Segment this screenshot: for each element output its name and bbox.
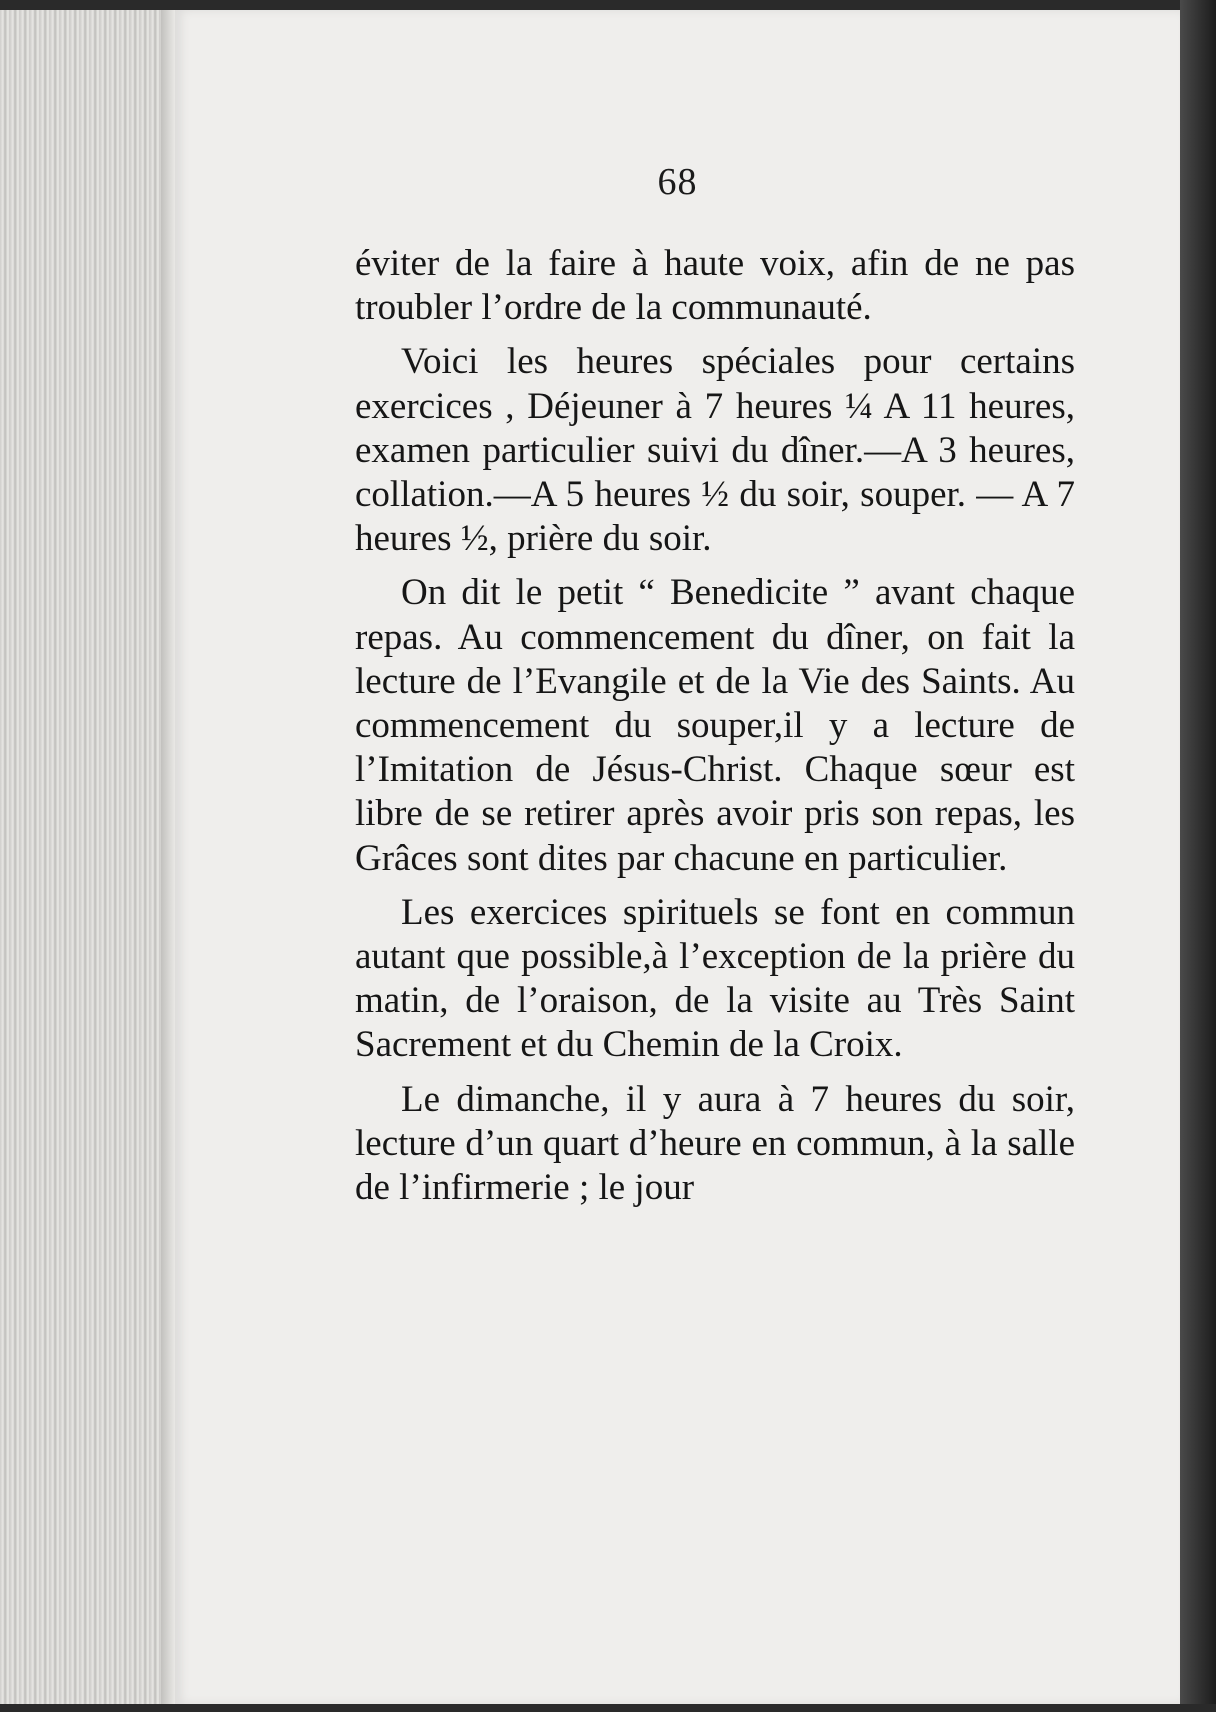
- paragraph-1: éviter de la faire à haute voix, afin de ne pas troubler l’ordre de la communauté.: [355, 243, 1075, 329]
- book-page: [175, 10, 1180, 1704]
- paragraph-2: Voici les heures spéciales pour certains exercices , Déjeuner à 7 heures ¼ A 11 heures, examen particulier suivi du dîner.—A 3 heures, collation.—A 5 heures ½ du soir, souper. — A 7 heures ½, prière du soir.: [355, 341, 1075, 560]
- paragraph-3: On dit le petit “ Benedicite ” avant chaque repas. Au commencement du dîner, on fait la lecture de l’Evangile et de la Vie des Saints. Au commencement du souper,il y a lecture de l’Imitation de Jésus-Christ. Chaque sœur est libre de se retirer après avoir pris son repas, les Grâces sont dites par chacune en particulier.: [355, 572, 1075, 879]
- page-number: 68: [657, 161, 698, 203]
- scan-border-top: [0, 0, 1216, 10]
- body-text: [355, 242, 1075, 1220]
- book-page-edges: [0, 10, 175, 1704]
- scan-border-bottom: [0, 1704, 1216, 1712]
- paragraph-5: Le dimanche, il y aura à 7 heures du soir, lecture d’un quart d’heure en commun, à la salle de l’infirmerie ; le jour: [355, 1078, 1075, 1209]
- scan-border-right: [1180, 0, 1216, 1712]
- paragraph-4: Les exercices spirituels se font en commun autant que possible,à l’exception de la prière du matin, de l’oraison, de la visite au Très Saint Sacrement et du Chemin de la Croix.: [355, 891, 1075, 1066]
